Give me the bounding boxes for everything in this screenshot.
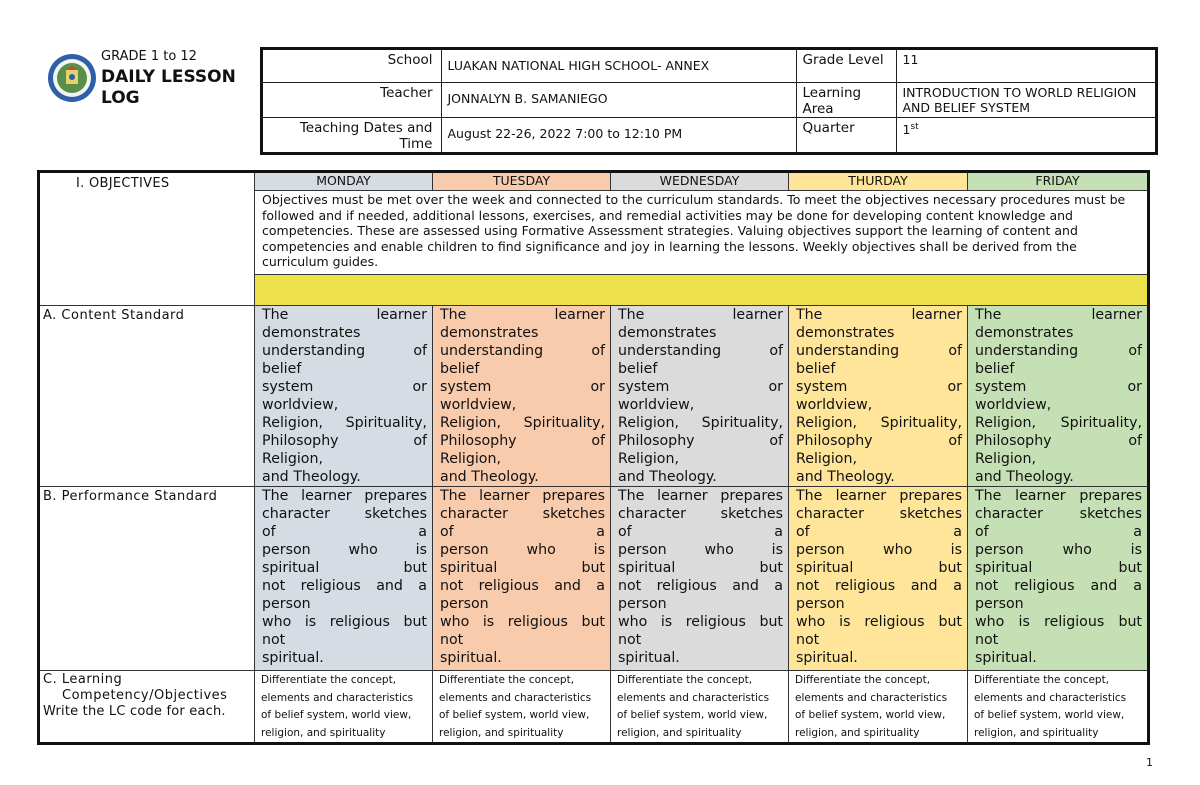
text-line: and Theology. xyxy=(796,469,895,485)
text-line: belief xyxy=(262,361,302,377)
content-standard-heading: A. Content Standard xyxy=(39,306,255,487)
text-line: elements and characteristics xyxy=(617,691,770,704)
lesson-log-table xyxy=(37,170,1150,745)
text-line: not xyxy=(262,632,286,648)
text-line: person who is xyxy=(796,542,962,558)
text-line: and Theology. xyxy=(618,469,717,485)
text-line: The learner prepares xyxy=(975,488,1142,504)
text-line: of a xyxy=(262,524,427,540)
grade-level-value: 11 xyxy=(896,49,1156,83)
text-line: character sketches xyxy=(975,506,1142,522)
objectives-heading-cell xyxy=(39,172,255,306)
text-line: belief xyxy=(618,361,658,377)
school-value: LUAKAN NATIONAL HIGH SCHOOL- ANNEX xyxy=(441,49,796,83)
content-standard-tuesday xyxy=(433,306,611,487)
text-line: person xyxy=(262,596,311,612)
text-line: of belief system, world view, xyxy=(261,709,412,721)
performance-standard-text xyxy=(796,487,962,667)
learning-competency-tuesday xyxy=(433,671,611,744)
text-line: Philosophy of xyxy=(262,433,427,449)
text-line: worldview, xyxy=(262,397,339,413)
text-line: religion, and spirituality xyxy=(439,726,564,739)
text-line: spiritual but xyxy=(262,560,427,576)
text-line: Philosophy of xyxy=(975,433,1142,449)
text-line: religion, and spirituality xyxy=(795,726,920,739)
content-standard-thursday xyxy=(789,306,968,487)
text-line: belief xyxy=(975,361,1015,377)
text-line: Religion, xyxy=(975,451,1036,467)
text-line: Religion, xyxy=(796,451,857,467)
performance-standard-text xyxy=(440,487,605,667)
grade-level-label: Grade Level xyxy=(796,49,896,83)
text-line: and Theology. xyxy=(262,469,361,485)
text-line: elements and characteristics xyxy=(974,691,1127,704)
text-line: system or xyxy=(262,379,427,395)
objectives-text: Objectives must be met over the week and connected to the curriculum standards. To meet the objectives necessary procedures must be followed and if needed, additional lessons, exercises, and remedial activities may be done for developing content knowledge and competencies. These are assessed using Formative Assessment strategies. Valuing objectives support the learning of content and competencies and enable children to find significance and joy in learning the lessons. Weekly objectives shall be derived from the curriculum guides. xyxy=(262,192,1126,269)
text-line: elements and characteristics xyxy=(439,691,592,704)
day-header-tuesday: TUESDAY xyxy=(433,172,611,191)
content-standard-friday xyxy=(968,306,1149,487)
performance-standard-text xyxy=(975,487,1142,667)
quarter-value: 1st xyxy=(896,118,1156,154)
text-line: Religion, Spirituality, xyxy=(262,415,427,431)
text-line: not religious and a xyxy=(975,578,1142,594)
text-line: of a xyxy=(975,524,1142,540)
text-line: worldview, xyxy=(796,397,873,413)
text-line: not xyxy=(440,632,464,648)
text-line: spiritual. xyxy=(975,650,1037,666)
text-line: spiritual but xyxy=(796,560,962,576)
text-line: belief xyxy=(440,361,480,377)
text-line: of belief system, world view, xyxy=(974,709,1125,721)
text-line: of a xyxy=(618,524,783,540)
day-header-friday: FRIDAY xyxy=(968,172,1149,191)
document-title: DAILY LESSON LOG xyxy=(101,66,236,108)
text-line: elements and characteristics xyxy=(261,691,414,704)
text-line: spiritual but xyxy=(975,560,1142,576)
performance-standard-text xyxy=(618,487,783,667)
text-line: Philosophy of xyxy=(796,433,962,449)
performance-standard-thursday xyxy=(789,487,968,671)
text-line: spiritual. xyxy=(440,650,502,666)
text-line: of a xyxy=(440,524,605,540)
learning-competency-text xyxy=(261,672,429,742)
content-standard-text xyxy=(975,306,1142,486)
teacher-value: JONNALYN B. SAMANIEGO xyxy=(441,83,796,118)
text-line: person xyxy=(796,596,845,612)
learning-competency-monday xyxy=(255,671,433,744)
objectives-highlight-bar xyxy=(255,274,1147,305)
text-line: worldview, xyxy=(618,397,695,413)
text-line: The learner xyxy=(618,307,783,323)
text-line: not religious and a xyxy=(440,578,605,594)
text-line: who is religious but xyxy=(975,614,1142,630)
performance-standard-tuesday xyxy=(433,487,611,671)
learning-competency-text xyxy=(439,672,607,742)
text-line: not xyxy=(975,632,999,648)
text-line: understanding of xyxy=(975,343,1142,359)
text-line: understanding of xyxy=(618,343,783,359)
text-line: person xyxy=(440,596,489,612)
text-line: person who is xyxy=(975,542,1142,558)
learning-competency-friday xyxy=(968,671,1149,744)
text-line: Differentiate the concept, xyxy=(974,674,1110,686)
content-standard-wednesday xyxy=(611,306,789,487)
learning-area-value: INTRODUCTION TO WORLD RELIGION AND BELIEF SYSTEM xyxy=(896,83,1156,118)
learning-competency-wednesday xyxy=(611,671,789,744)
text-line: system or xyxy=(796,379,962,395)
text-line: Religion, Spirituality, xyxy=(796,415,962,431)
text-line: spiritual but xyxy=(618,560,783,576)
text-line: Differentiate the concept, xyxy=(617,674,753,686)
text-line: of belief system, world view, xyxy=(795,709,946,721)
content-standard-text xyxy=(262,306,427,486)
text-line: person xyxy=(618,596,667,612)
text-line: understanding of xyxy=(440,343,605,359)
text-line: who is religious but xyxy=(618,614,783,630)
lc-heading-line3: Write the LC code for each. xyxy=(43,704,226,719)
learning-competency-heading xyxy=(39,671,255,744)
text-line: Religion, Spirituality, xyxy=(975,415,1142,431)
text-line: character sketches xyxy=(618,506,783,522)
lc-heading-line1: C. Learning xyxy=(43,672,123,687)
day-header-wednesday: WEDNESDAY xyxy=(611,172,789,191)
text-line: not xyxy=(618,632,642,648)
text-line: Differentiate the concept, xyxy=(795,674,931,686)
performance-standard-text xyxy=(262,487,427,667)
text-line: demonstrates xyxy=(262,325,361,341)
text-line: who is religious but xyxy=(796,614,962,630)
content-standard-text xyxy=(618,306,783,486)
text-line: The learner xyxy=(440,307,605,323)
text-line: The learner xyxy=(262,307,427,323)
lc-heading-line2: Competency/Objectives xyxy=(62,688,228,703)
text-line: Religion, xyxy=(440,451,501,467)
text-line: demonstrates xyxy=(975,325,1074,341)
text-line: spiritual. xyxy=(618,650,680,666)
text-line: The learner prepares xyxy=(262,488,427,504)
text-line: person who is xyxy=(262,542,427,558)
objectives-body xyxy=(255,191,1149,306)
performance-standard-friday xyxy=(968,487,1149,671)
content-standard-monday xyxy=(255,306,433,487)
text-line: and Theology. xyxy=(975,469,1074,485)
text-line: Religion, xyxy=(262,451,323,467)
text-line: not religious and a xyxy=(796,578,962,594)
text-line: Philosophy of xyxy=(440,433,605,449)
quarter-label: Quarter xyxy=(796,118,896,154)
text-line: who is religious but xyxy=(440,614,605,630)
text-line: belief xyxy=(796,361,836,377)
text-line: understanding of xyxy=(262,343,427,359)
dates-value: August 22-26, 2022 7:00 to 12:10 PM xyxy=(441,118,796,154)
text-line: The learner xyxy=(975,307,1142,323)
content-standard-text xyxy=(440,306,605,486)
text-line: person xyxy=(975,596,1024,612)
text-line: demonstrates xyxy=(796,325,895,341)
text-line: elements and characteristics xyxy=(795,691,948,704)
text-line: worldview, xyxy=(440,397,517,413)
text-line: demonstrates xyxy=(440,325,539,341)
text-line: demonstrates xyxy=(618,325,717,341)
text-line: of belief system, world view, xyxy=(617,709,768,721)
day-header-thursday: THURDAY xyxy=(789,172,968,191)
text-line: character sketches xyxy=(262,506,427,522)
text-line: worldview, xyxy=(975,397,1052,413)
performance-standard-monday xyxy=(255,487,433,671)
text-line: not xyxy=(796,632,820,648)
text-line: and Theology. xyxy=(440,469,539,485)
text-line: spiritual but xyxy=(440,560,605,576)
text-line: religion, and spirituality xyxy=(617,726,742,739)
text-line: not religious and a xyxy=(618,578,783,594)
text-line: The learner prepares xyxy=(796,488,962,504)
text-line: person who is xyxy=(618,542,783,558)
text-line: religion, and spirituality xyxy=(261,726,386,739)
text-line: understanding of xyxy=(796,343,962,359)
text-line: not religious and a xyxy=(262,578,427,594)
text-line: of belief system, world view, xyxy=(439,709,590,721)
text-line: Religion, Spirituality, xyxy=(618,415,783,431)
learning-competency-text xyxy=(974,672,1144,742)
text-line: The learner xyxy=(796,307,962,323)
text-line: Religion, Spirituality, xyxy=(440,415,605,431)
day-header-monday: MONDAY xyxy=(255,172,433,191)
text-line: The learner prepares xyxy=(618,488,783,504)
text-line: system or xyxy=(440,379,605,395)
text-line: spiritual. xyxy=(796,650,858,666)
text-line: spiritual. xyxy=(262,650,324,666)
header-logo-block xyxy=(44,49,261,154)
learning-area-label: Learning Area xyxy=(796,83,896,118)
header-table xyxy=(44,47,1158,155)
text-line: system or xyxy=(975,379,1142,395)
school-label: School xyxy=(261,49,441,83)
performance-standard-wednesday xyxy=(611,487,789,671)
objectives-heading: I. OBJECTIVES xyxy=(76,176,170,191)
text-line: person who is xyxy=(440,542,605,558)
learning-competency-text xyxy=(617,672,785,742)
teacher-label: Teacher xyxy=(261,83,441,118)
text-line: Differentiate the concept, xyxy=(439,674,575,686)
page-number: 1 xyxy=(1146,756,1153,769)
performance-standard-heading: B. Performance Standard xyxy=(39,487,255,671)
grade-range: GRADE 1 to 12 xyxy=(101,48,197,64)
text-line: system or xyxy=(618,379,783,395)
deped-seal-icon xyxy=(47,53,97,103)
text-line: who is religious but xyxy=(262,614,427,630)
text-line: religion, and spirituality xyxy=(974,726,1099,739)
learning-competency-text xyxy=(795,672,964,742)
text-line: character sketches xyxy=(440,506,605,522)
learning-competency-thursday xyxy=(789,671,968,744)
text-line: Differentiate the concept, xyxy=(261,674,397,686)
dates-label: Teaching Dates and Time xyxy=(261,118,441,154)
content-standard-text xyxy=(796,306,962,486)
text-line: of a xyxy=(796,524,962,540)
text-line: The learner prepares xyxy=(440,488,605,504)
text-line: Religion, xyxy=(618,451,679,467)
text-line: character sketches xyxy=(796,506,962,522)
text-line: Philosophy of xyxy=(618,433,783,449)
